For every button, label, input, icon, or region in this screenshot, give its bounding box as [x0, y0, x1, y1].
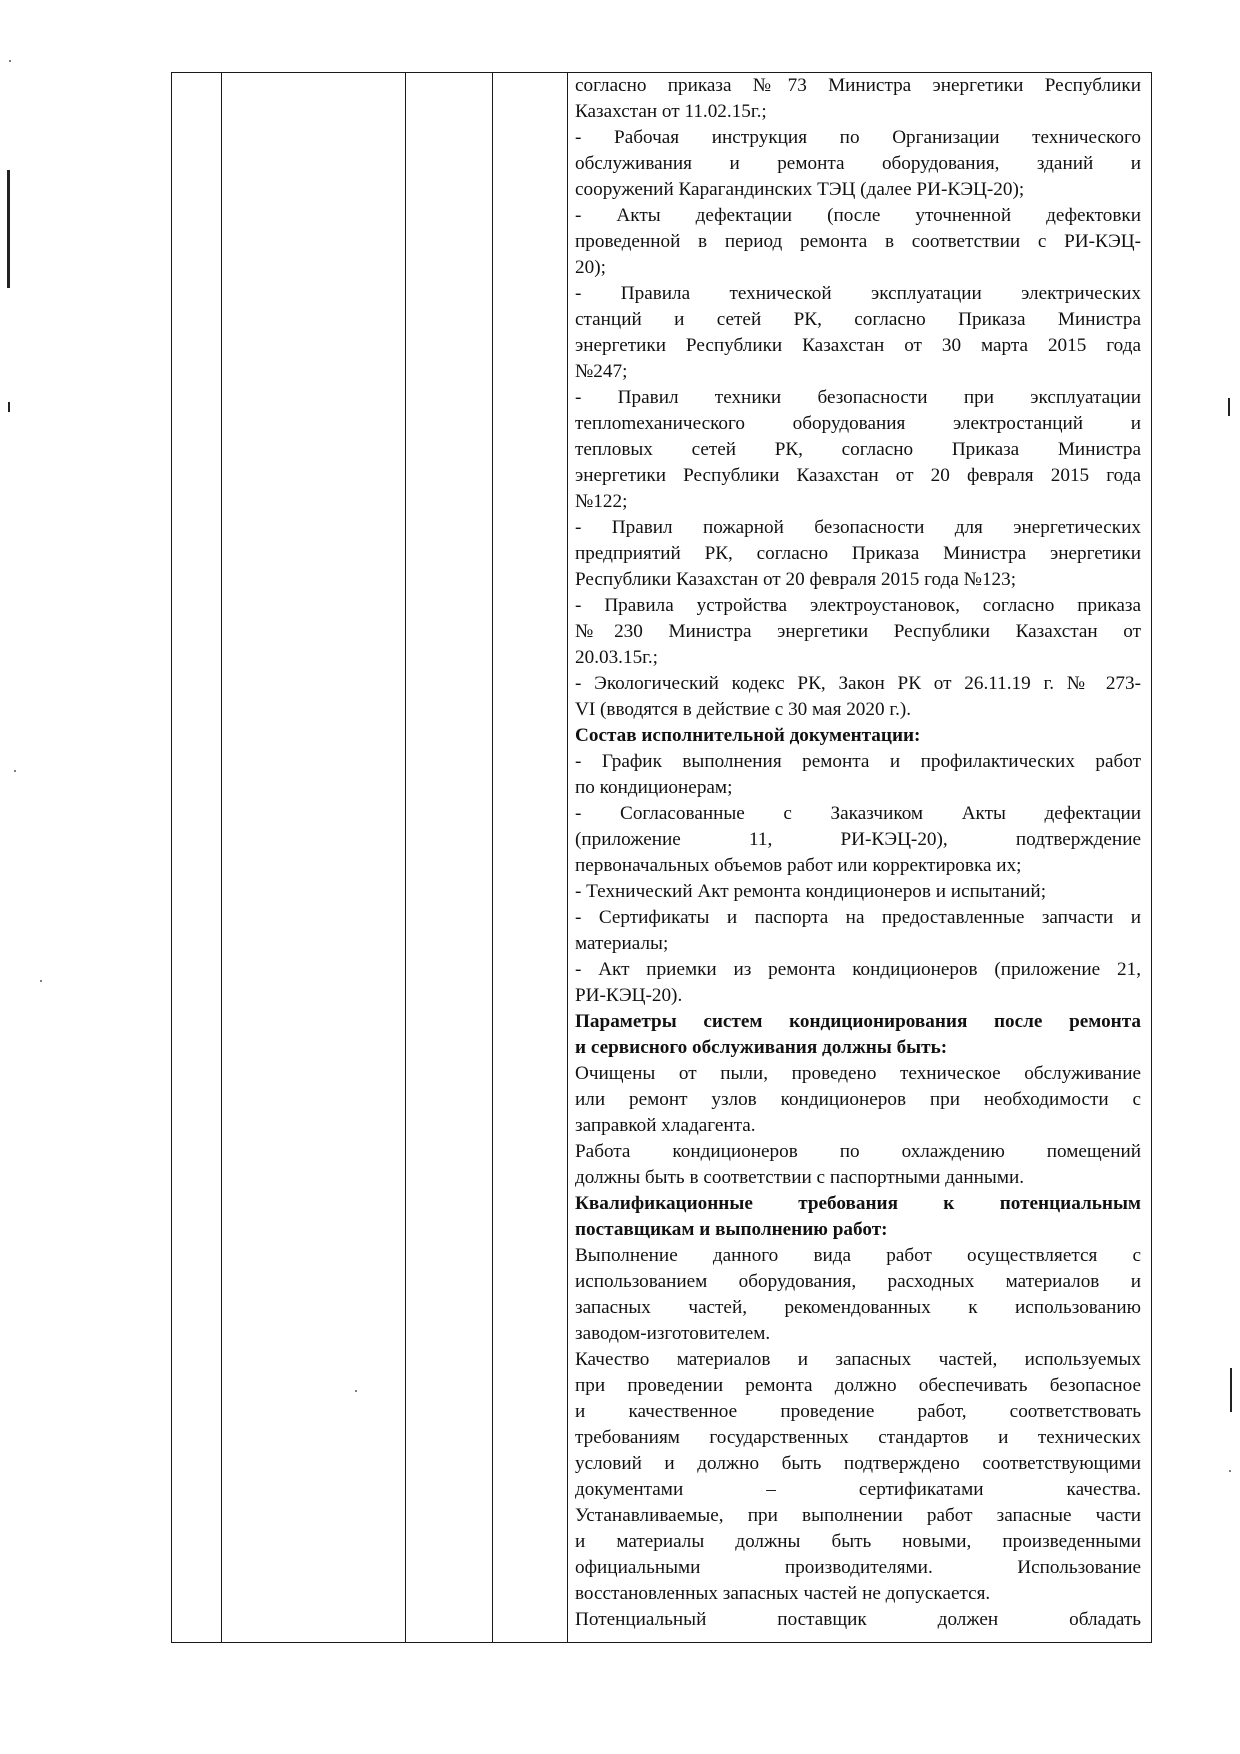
text-line: заправкой хладагента. — [575, 1115, 756, 1136]
text-line: РИ-КЭЦ-20). — [575, 985, 683, 1006]
text-line: - Акты дефектации (после уточненной дефектовки — [575, 205, 1141, 226]
text-line: Качество материалов и запасных частей, используемых — [575, 1349, 1141, 1370]
text-line: энергетики Республики Казахстан от 30 марта 2015 года — [575, 335, 1141, 356]
text-line: №122; — [575, 491, 628, 512]
scan-dot — [40, 980, 42, 982]
text-line: - Сертификаты и паспорта на предоставленные запчасти и — [575, 907, 1141, 928]
text-line: Казахстан от 11.02.15г.; — [575, 101, 767, 122]
text-line: (приложение 11, РИ-КЭЦ-20), подтверждение — [575, 829, 1141, 850]
text-line: - Технический Акт ремонта кондиционеров и испытаний; — [575, 881, 1047, 902]
text-line: Потенциальный поставщик должен обладать — [575, 1609, 1141, 1630]
scan-artifact-left-bar — [7, 170, 10, 288]
text-line: Устанавливаемые, при выполнении работ запасные части — [575, 1505, 1141, 1526]
text-line: восстановленных запасных частей не допускается. — [575, 1583, 991, 1604]
text-line: - Акт приемки из ремонта кондиционеров (приложение 21, — [575, 959, 1141, 980]
text-line: станций и сетей РК, согласно Приказа Министра — [575, 309, 1141, 330]
section-heading-line: поставщикам и выполнению работ: — [575, 1219, 888, 1240]
section-heading-line: и сервисного обслуживания должны быть: — [575, 1037, 948, 1058]
text-line: 20); — [575, 257, 606, 278]
text-line: и качественное проведение работ, соответствовать — [575, 1401, 1141, 1422]
scan-dot — [9, 60, 11, 62]
text-line: документами – сертификатами качества. — [575, 1479, 1141, 1500]
text-line: первоначальных объемов работ или корректировка их; — [575, 855, 1022, 876]
text-line: 20.03.15г.; — [575, 647, 658, 668]
column-divider-2 — [405, 72, 406, 1643]
text-line: при проведении ремонта должно обеспечивать безопасное — [575, 1375, 1141, 1396]
section-heading-line: Параметры систем кондиционирования после ремонта — [575, 1011, 1141, 1032]
text-line: запасных частей, рекомендованных к использованию — [575, 1297, 1141, 1318]
text-line: заводом-изготовителем. — [575, 1323, 771, 1344]
text-line: Работа кондиционеров по охлаждению помещений — [575, 1141, 1141, 1162]
column-divider-4 — [567, 72, 568, 1643]
column-divider-1 — [221, 72, 222, 1643]
text-line: сооружений Карагандинских ТЭЦ (далее РИ-КЭЦ-20); — [575, 179, 1025, 200]
text-line: - Правила устройства электроустановок, согласно приказа — [575, 595, 1141, 616]
text-line: энергетики Республики Казахстан от 20 февраля 2015 года — [575, 465, 1141, 486]
text-line: материалы; — [575, 933, 669, 954]
scan-artifact-right-tick — [1228, 398, 1230, 416]
text-line: - Экологический кодекс РК, Закон РК от 26.11.19 г. № 273- — [575, 673, 1141, 694]
text-line: №247; — [575, 361, 628, 382]
text-line: и материалы должны быть новыми, произведенными — [575, 1531, 1141, 1552]
text-line: предприятий РК, согласно Приказа Министра энергетики — [575, 543, 1141, 564]
text-line: условий и должно быть подтверждено соответствующими — [575, 1453, 1141, 1474]
scan-artifact-left-tick — [8, 402, 10, 412]
text-line: Выполнение данного вида работ осуществляется с — [575, 1245, 1141, 1266]
text-line: - График выполнения ремонта и профилактических работ — [575, 751, 1141, 772]
text-line: Очищены от пыли, проведено техническое обслуживание — [575, 1063, 1141, 1084]
scan-artifact-right-bar — [1230, 1368, 1232, 1412]
text-line: использованием оборудования, расходных материалов и — [575, 1271, 1141, 1292]
text-line: согласно приказа №73 Министра энергетики Республики — [575, 75, 1141, 96]
document-text-column — [575, 73, 1141, 1643]
text-line: - Правил пожарной безопасности для энергетических — [575, 517, 1141, 538]
scan-dot — [1229, 1470, 1231, 1472]
text-line: - Правила технической эксплуатации электрических — [575, 283, 1141, 304]
text-line: теплomеханического оборудования электростанций и — [575, 413, 1141, 434]
column-divider-3 — [492, 72, 493, 1643]
text-line: - Рабочая инструкция по Организации технического — [575, 127, 1141, 148]
text-line: требованиям государственных стандартов и технических — [575, 1427, 1141, 1448]
table-border-right — [1151, 72, 1152, 1643]
text-line: - Правил техники безопасности при эксплуатации — [575, 387, 1141, 408]
text-line: тепловых сетей РК, согласно Приказа Министра — [575, 439, 1141, 460]
scan-dot — [14, 770, 16, 772]
text-line: официальными производителями. Использование — [575, 1557, 1141, 1578]
text-line: №230 Министра энергетики Республики Казахстан от — [575, 621, 1141, 642]
text-line: или ремонт узлов кондиционеров при необходимости с — [575, 1089, 1141, 1110]
section-heading-line: Квалификационные требования к потенциальным — [575, 1193, 1141, 1214]
text-line: по кондиционерам; — [575, 777, 733, 798]
table-border-left — [171, 72, 172, 1643]
text-line: обслуживания и ремонта оборудования, зданий и — [575, 153, 1141, 174]
text-line: VI (вводятся в действие с 30 мая 2020 г.). — [575, 699, 912, 720]
text-line: должны быть в соответствии с паспортными данными. — [575, 1167, 1025, 1188]
text-line: Республики Казахстан от 20 февраля 2015 года №123; — [575, 569, 1017, 590]
text-line: - Согласованные с Заказчиком Акты дефектации — [575, 803, 1141, 824]
section-heading-line: Состав исполнительной документации: — [575, 725, 921, 746]
scan-dot — [355, 1390, 357, 1392]
text-line: проведенной в период ремонта в соответствии с РИ-КЭЦ- — [575, 231, 1141, 252]
